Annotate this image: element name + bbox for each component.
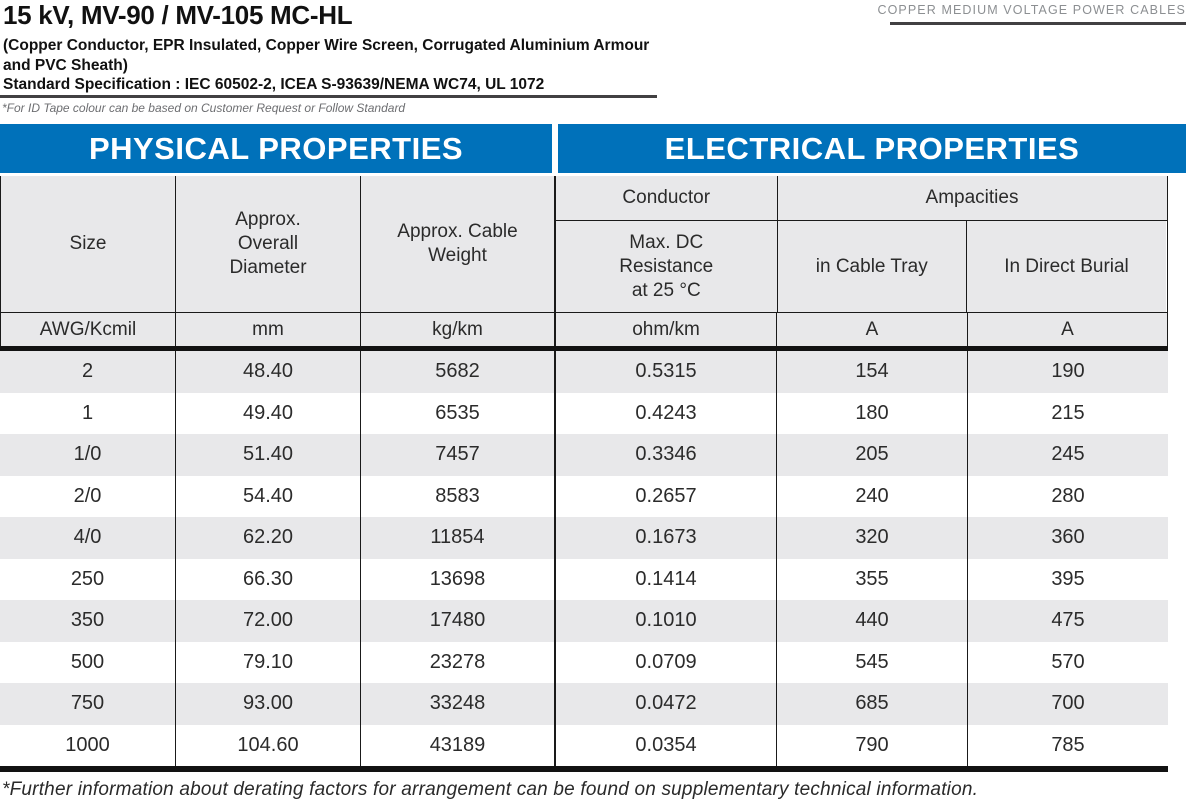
cell: 395 — [967, 559, 1168, 601]
physical-properties-band: PHYSICAL PROPERTIES — [0, 124, 552, 173]
table-row — [0, 600, 1168, 642]
cell: 8583 — [360, 476, 554, 518]
cell: 350 — [0, 600, 175, 642]
title-block — [3, 0, 703, 95]
group-header-ampacities: Ampacities — [777, 176, 1167, 221]
cell: 475 — [967, 600, 1168, 642]
cell: 93.00 — [175, 683, 360, 725]
category-label: COPPER MEDIUM VOLTAGE POWER CABLES — [877, 3, 1186, 17]
unit-direct-burial: A — [967, 313, 1168, 346]
column-header-direct-burial: In Direct Burial — [966, 221, 1166, 312]
cell: 500 — [0, 642, 175, 684]
table-row — [0, 393, 1168, 435]
cell: 154 — [776, 351, 967, 393]
cell: 0.5315 — [554, 351, 776, 393]
column-header-diameter — [175, 176, 360, 312]
cell: 62.20 — [175, 517, 360, 559]
cell: 13698 — [360, 559, 554, 601]
cell: 750 — [0, 683, 175, 725]
group-header-conductor: Conductor — [556, 176, 777, 221]
table-row — [0, 683, 1168, 725]
cell: 240 — [776, 476, 967, 518]
electrical-header-group — [554, 176, 1168, 312]
cell: 23278 — [360, 642, 554, 684]
unit-cable-tray: A — [776, 313, 967, 346]
cell: 0.1414 — [554, 559, 776, 601]
cell: 104.60 — [175, 725, 360, 767]
cell: 2/0 — [0, 476, 175, 518]
column-header-weight-label: Approx. Cable Weight — [397, 221, 518, 266]
properties-table — [0, 176, 1168, 772]
cell: 250 — [0, 559, 175, 601]
cell: 685 — [776, 683, 967, 725]
cell: 0.0354 — [554, 725, 776, 767]
cell: 215 — [967, 393, 1168, 435]
cell: 1 — [0, 393, 175, 435]
cell: 33248 — [360, 683, 554, 725]
cell: 0.1673 — [554, 517, 776, 559]
category-block — [877, 3, 1186, 25]
cell: 7457 — [360, 434, 554, 476]
physical-header-group — [0, 176, 554, 312]
table-row — [0, 642, 1168, 684]
cell: 43189 — [360, 725, 554, 767]
cell: 360 — [967, 517, 1168, 559]
cell: 0.2657 — [554, 476, 776, 518]
table-row — [0, 351, 1168, 393]
cell: 790 — [776, 725, 967, 767]
cell: 2 — [0, 351, 175, 393]
cell: 6535 — [360, 393, 554, 435]
cell: 0.0709 — [554, 642, 776, 684]
label-header-row — [556, 221, 1167, 312]
column-header-weight — [360, 176, 554, 312]
column-header-resistance-label: Max. DC Resistance at 25 °C — [619, 231, 714, 301]
category-underline — [890, 22, 1186, 25]
cell: 4/0 — [0, 517, 175, 559]
column-header-size-label: Size — [69, 233, 107, 254]
page-title: 15 kV, MV-90 / MV-105 MC-HL — [3, 0, 353, 30]
group-header-row — [556, 176, 1167, 221]
standard-specification: Standard Specification : IEC 60502-2, ICEA S-93639/NEMA WC74, UL 1072 — [3, 76, 545, 93]
cell: 440 — [776, 600, 967, 642]
cell: 79.10 — [175, 642, 360, 684]
footer-note: *Further information about derating factors for arrangement can be found on supplementary technical information. — [2, 779, 979, 800]
cell: 1000 — [0, 725, 175, 767]
table-header — [0, 176, 1168, 312]
column-header-size — [0, 176, 175, 312]
cell: 320 — [776, 517, 967, 559]
cell: 245 — [967, 434, 1168, 476]
construction-subtitle: (Copper Conductor, EPR Insulated, Copper Wire Screen, Corrugated Aluminium Armour and PVC Sheath) — [3, 37, 650, 74]
cell: 180 — [776, 393, 967, 435]
title-divider — [0, 95, 657, 98]
unit-diameter: mm — [175, 313, 360, 346]
cell: 17480 — [360, 600, 554, 642]
electrical-properties-band: ELECTRICAL PROPERTIES — [558, 124, 1186, 173]
cell: 0.0472 — [554, 683, 776, 725]
unit-weight: kg/km — [360, 313, 554, 346]
cell: 49.40 — [175, 393, 360, 435]
cell: 570 — [967, 642, 1168, 684]
cell: 5682 — [360, 351, 554, 393]
units-row — [0, 312, 1168, 351]
cell: 54.40 — [175, 476, 360, 518]
cell: 51.40 — [175, 434, 360, 476]
cell: 545 — [776, 642, 967, 684]
cell: 785 — [967, 725, 1168, 767]
cell: 0.1010 — [554, 600, 776, 642]
cell: 48.40 — [175, 351, 360, 393]
unit-resistance: ohm/km — [554, 313, 776, 346]
unit-size: AWG/Kcmil — [0, 313, 175, 346]
table-row — [0, 476, 1168, 518]
cell: 280 — [967, 476, 1168, 518]
cell: 0.4243 — [554, 393, 776, 435]
cell: 66.30 — [175, 559, 360, 601]
column-header-resistance — [556, 221, 777, 312]
column-header-diameter-label: Approx. Overall Diameter — [229, 209, 307, 278]
cell: 205 — [776, 434, 967, 476]
cell: 700 — [967, 683, 1168, 725]
cell: 1/0 — [0, 434, 175, 476]
table-row — [0, 517, 1168, 559]
column-header-cable-tray: in Cable Tray — [777, 221, 967, 312]
table-row — [0, 725, 1168, 767]
table-row — [0, 434, 1168, 476]
cell: 11854 — [360, 517, 554, 559]
cell: 355 — [776, 559, 967, 601]
table-body — [0, 351, 1168, 766]
id-tape-note: *For ID Tape colour can be based on Customer Request or Follow Standard — [2, 101, 406, 115]
cell: 0.3346 — [554, 434, 776, 476]
cell: 72.00 — [175, 600, 360, 642]
section-bands — [0, 124, 1186, 173]
cell: 190 — [967, 351, 1168, 393]
table-row — [0, 559, 1168, 601]
